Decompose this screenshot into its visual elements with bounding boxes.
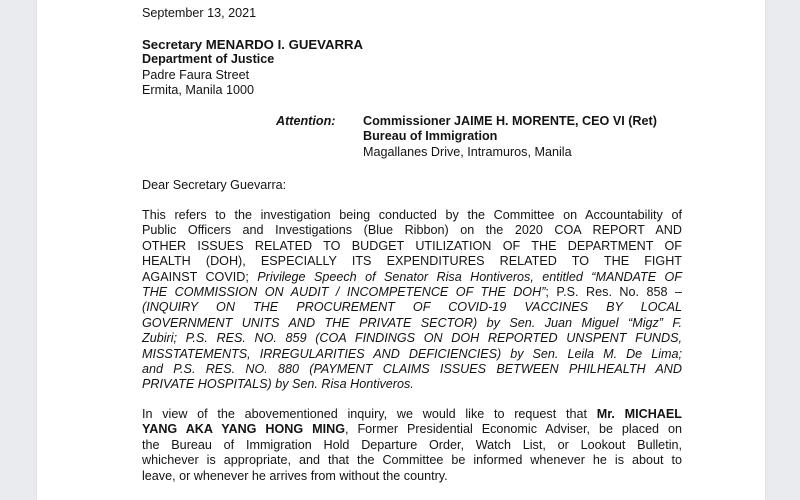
addressee-street: Padre Faura Street [142,67,250,82]
addressee-name: Secretary MENARDO I. GUEVARRA [142,37,364,52]
resolution-text: MISSTATEMENTS, IRREGULARITIES AND DEFICIENCIES) by Sen. Leila M. De Lima; [142,346,682,361]
attention-name: Commissioner JAIME H. MORENTE, CEO VI (Ret) [363,114,657,128]
line-segment: AGAINST COVID; [142,269,258,284]
line-segment: , Former Presidential Economic Adviser, be placed on [345,422,682,437]
paragraph-line [142,362,682,377]
paragraph-line: leave, or whenever he arrives from without the country. [142,468,448,483]
paragraph-line [142,316,682,331]
salutation: Dear Secretary Guevarra: [142,178,287,192]
paragraph-line: the Bureau of Immigration Hold Departure Order, Watch List, or Lookout Bulletin, [142,437,682,452]
paragraph-line [142,407,682,422]
paragraph-line [142,377,682,392]
letter-page [37,0,765,500]
attention-office: Bureau of Immigration [363,129,498,144]
subject-name: Mr. MICHAEL [596,407,682,421]
addressee-block [142,37,363,99]
paragraph-line: This refers to the investigation being conducted by the Committee on Accountability of [142,208,682,222]
paragraph-line: whichever is appropriate, and that the Committee be informed whenever he is about to [142,453,682,468]
paragraph-line: OTHER ISSUES RELATED TO BUDGET UTILIZATION OF THE DEPARTMENT OF [142,238,682,253]
paragraph-line: Public Officers and Investigations (Blue Ribbon) on the 2020 COA REPORT AND [142,223,682,238]
resolution-text: PRIVATE HOSPITALS) by Sen. Risa Hontiveros. [142,377,414,392]
line-segment: ; P.S. Res. No. 858 – [545,285,682,300]
paragraph-line [142,285,682,300]
attention-address: Magallanes Drive, Intramuros, Manila [363,144,572,159]
paragraph-investigation [142,208,682,393]
addressee-city: Ermita, Manila 1000 [142,83,254,98]
subject-alias: YANG AKA YANG HONG MING [142,422,345,437]
paragraph-line [142,270,682,285]
resolution-text: GOVERNMENT UNITS AND THE PRIVATE SECTOR) by Sen. Juan Miguel “Migz” F. [142,315,682,330]
addressee-department: Department of Justice [142,52,275,67]
paragraph-line [142,300,682,315]
resolution-text: and P.S. RES. NO. 880 (PAYMENT CLAIMS ISSUES BETWEEN PHILHEALTH AND [142,362,682,377]
attention-body [363,114,657,160]
resolution-text: Zubiri; P.S. RES. NO. 859 (COA FINDINGS ON DOH REPORTED UNSPENT FUNDS, [142,331,682,346]
paragraph-line [142,331,682,346]
attention-label: Attention: [276,114,336,128]
letter-date: September 13, 2021 [142,6,257,20]
paragraph-request [142,407,682,484]
resolution-text: (INQUIRY ON THE PROCUREMENT OF COVID-19 VACCINES BY LOCAL [142,300,682,315]
privilege-speech-text: Privilege Speech of Senator Risa Hontiveros, entitled “MANDATE OF [257,269,682,284]
line-segment: In view of the abovementioned inquiry, we would like to request that [142,407,597,421]
paragraph-line: HEALTH (DOH), ESPECIALLY ITS EXPENDITURES RELATED TO THE FIGHT [142,254,682,269]
paragraph-line [142,422,682,437]
paragraph-line [142,347,682,362]
privilege-speech-title: THE COMMISSION ON AUDIT / INCOMPETENCE OF THE DOH” [142,285,546,300]
